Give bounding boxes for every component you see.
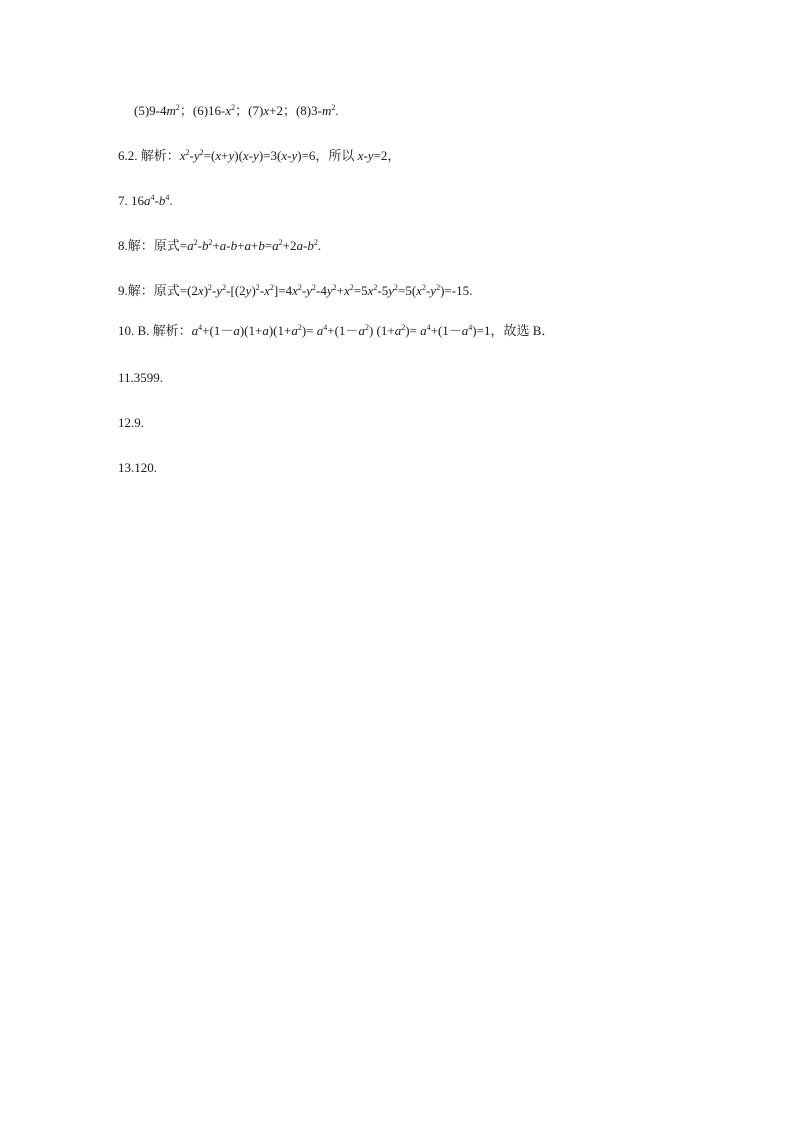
answer-line-5: $(5)9-4m^2$；$(6)16-x^2$；(7)x+2；$(8)3-m^2$. [134, 103, 339, 118]
answer-line-6: 6.2. 解析：$x^2-y^2=(x+y)(x-y)=3(x-y)=6$，所以 x-y=2， [118, 148, 401, 163]
answer-line-11: 11.3599. [118, 370, 164, 385]
answer-line-10: 10. B. 解析：$a^4+(1-a)(1+a)(1+a^2)= a^4+(1-a^2)$ $(1+a^2)= a^4+(1-a^4)=1$，故选 B． [118, 323, 555, 338]
answer-line-13: 13.120. [118, 460, 157, 475]
answer-line-7: 7. $16a^4-b^4$. [118, 193, 173, 208]
answer-line-9: 9.解：原式$=(2x)^2-y^2-[(2y)^2-x^2]=4x^2-y^2-4y^2+x^2=5x^2-5y^2=5(x^2-y^2)=-15$. [118, 283, 473, 298]
answer-line-12: 12.9. [118, 415, 144, 430]
answer-line-8: 8.解：原式$=a^2-b^2+a-b+a+b=a^2+2a-b^2$. [118, 238, 322, 253]
